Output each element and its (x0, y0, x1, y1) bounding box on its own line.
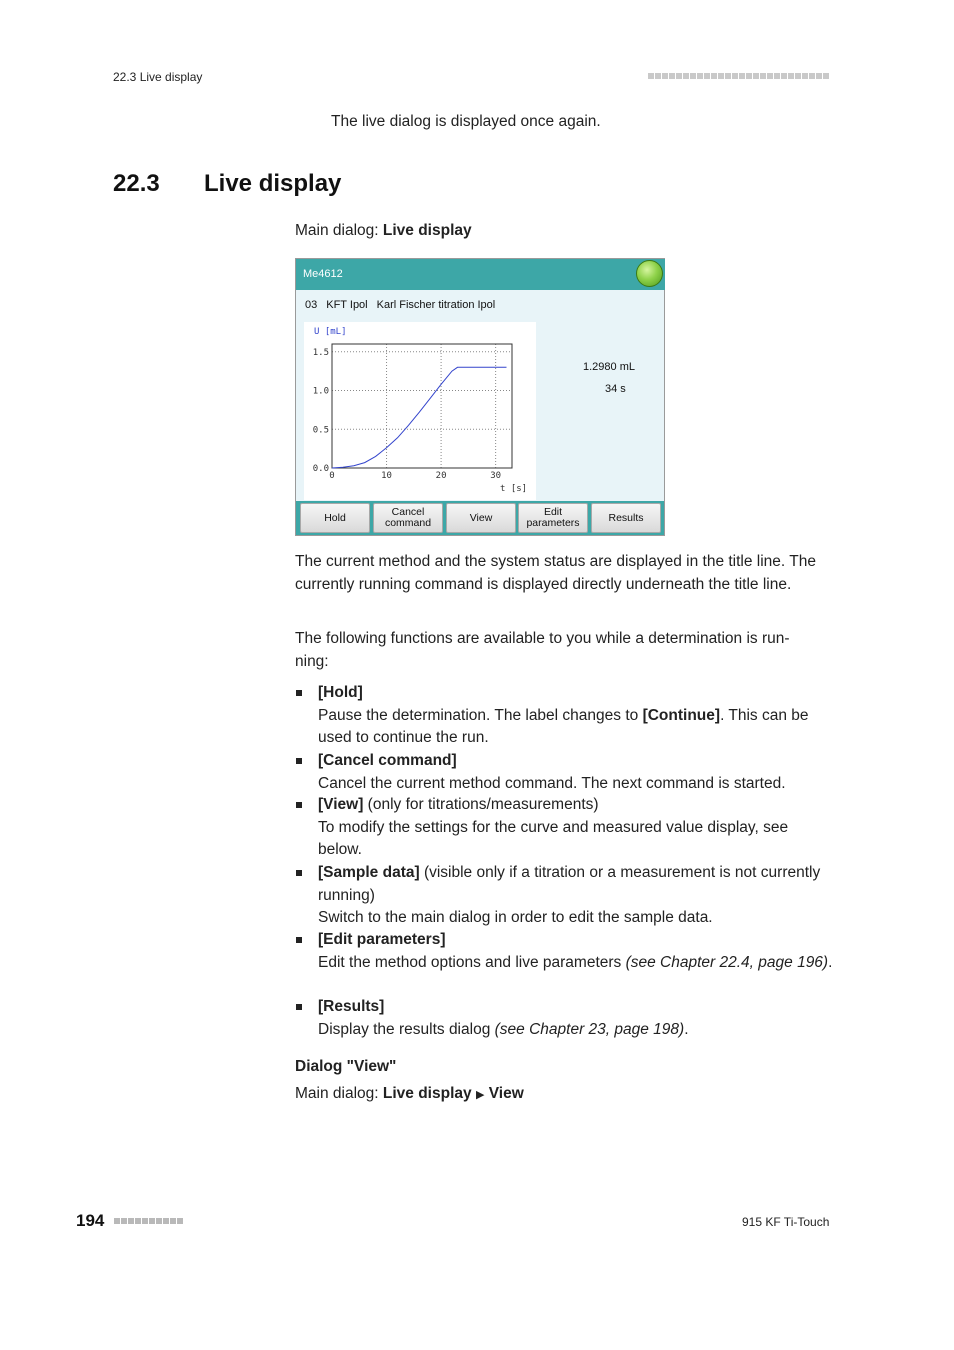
item-desc: To modify the settings for the curve and measured value display, see below. (318, 818, 789, 858)
dot (711, 73, 717, 79)
dot (683, 73, 689, 79)
dot (746, 73, 752, 79)
dot (170, 1218, 176, 1224)
item-desc-tail: . This can be used to continue the run. (318, 706, 809, 746)
item-desc: Switch to the main dialog in order to edit the sample data. (318, 909, 713, 926)
item-desc: Cancel the current method command. The next command is started. (318, 774, 786, 792)
list-item-view (318, 794, 833, 862)
edit-parameters-button[interactable]: Edit parameters (518, 503, 588, 533)
dot (655, 73, 661, 79)
dot (802, 73, 808, 79)
dot (177, 1218, 183, 1224)
time-readout: 34 s (605, 383, 626, 395)
dot (163, 1218, 169, 1224)
dot (781, 73, 787, 79)
volume-readout: 1.2980 mL (583, 361, 635, 373)
command-description: Karl Fischer titration Ipol (376, 299, 496, 311)
bullet-hold (296, 690, 302, 696)
list-item-sample-data (318, 862, 833, 930)
item-continue-label: [Continue] (642, 706, 721, 724)
y-axis-label: U [mL] (314, 327, 347, 337)
dot (704, 73, 710, 79)
dot (697, 73, 703, 79)
dot (128, 1218, 134, 1224)
x-axis-label: t [s] (500, 484, 528, 494)
paragraph-title-line: The current method and the system status are displayed in the title line. The currently running command is displayed directly underneath the title line. (295, 553, 816, 593)
item-label: [Sample data] (318, 864, 420, 881)
dot (662, 73, 668, 79)
section-title: Live display (204, 170, 342, 197)
dot (690, 73, 696, 79)
item-tail: . (828, 953, 833, 971)
list-item-results (318, 996, 833, 1041)
page-number: 194 (76, 1211, 105, 1230)
dot (669, 73, 675, 79)
main-dialog-name: Live display (382, 1085, 472, 1102)
hold-button[interactable]: Hold (300, 503, 370, 533)
dot (648, 73, 654, 79)
current-command (305, 299, 504, 311)
bullet-view (296, 802, 302, 808)
list-item-edit-parameters (318, 929, 833, 974)
y-tick-label: 0.0 (312, 464, 329, 474)
main-dialog-prefix: Main dialog: (295, 1085, 383, 1102)
device-screenshot (295, 258, 665, 536)
menu-arrow-icon: ▶ (475, 1089, 485, 1101)
command-number: 03 (305, 299, 318, 311)
item-label: [Results] (318, 998, 385, 1015)
submenu-name: View (488, 1085, 524, 1102)
dot (732, 73, 738, 79)
dot (795, 73, 801, 79)
x-tick-label: 0 (329, 471, 335, 481)
curve-panel (304, 322, 536, 500)
view-button[interactable]: View (446, 503, 516, 533)
dot (149, 1218, 155, 1224)
bullet-results (296, 1004, 302, 1010)
dot (725, 73, 731, 79)
chapter-reference-link[interactable]: (see Chapter 22.4, page 196) (625, 953, 829, 971)
dot (788, 73, 794, 79)
button-bar (296, 501, 664, 535)
section-heading (113, 170, 341, 198)
item-desc: Pause the determination. The label changes to (318, 706, 643, 724)
status-led-icon[interactable] (636, 260, 663, 287)
footer-dot-bar (114, 1218, 183, 1224)
item-label: [Cancel command] (318, 752, 457, 769)
list-item-cancel-command (318, 750, 833, 795)
status-led-container (634, 259, 665, 290)
y-tick-label: 0.5 (312, 425, 329, 436)
dot (816, 73, 822, 79)
x-tick-label: 10 (381, 471, 392, 481)
x-tick-label: 20 (435, 471, 447, 481)
product-name: 915 KF Ti-Touch (742, 1215, 830, 1229)
command-name: KFT Ipol (326, 299, 368, 311)
device-title-bar: Me4612 (296, 259, 634, 290)
y-tick-label: 1.5 (312, 347, 329, 358)
main-dialog-path-view (295, 1083, 524, 1107)
running-header: 22.3 Live display (113, 70, 203, 84)
item-extra: (only for titrations/measurements) (363, 796, 599, 813)
dot (156, 1218, 162, 1224)
dot (767, 73, 773, 79)
item-label: [Edit parameters] (318, 931, 446, 948)
paragraph-functions: The following functions are available to you while a determination is run- ning: (295, 630, 790, 670)
dot (142, 1218, 148, 1224)
dot (809, 73, 815, 79)
results-button[interactable]: Results (591, 503, 661, 533)
live-curve-chart (304, 322, 536, 500)
main-dialog-prefix: Main dialog: (295, 222, 383, 239)
list-item-hold (318, 682, 833, 750)
dot (760, 73, 766, 79)
item-label: [View] (318, 796, 364, 813)
y-tick-label: 1.0 (312, 386, 329, 397)
section-number: 22.3 (113, 170, 160, 197)
dot (753, 73, 759, 79)
bullet-edit-parameters (296, 937, 302, 943)
intro-line: The live dialog is displayed once again. (331, 113, 601, 130)
item-extra: (visible only if a titration or a measurement is not currently running) (318, 864, 821, 904)
dot (739, 73, 745, 79)
dot (135, 1218, 141, 1224)
item-tail: . (684, 1020, 689, 1038)
main-dialog-name: Live display (382, 222, 472, 239)
chapter-reference-link[interactable]: (see Chapter 23, page 198) (494, 1020, 685, 1038)
dot (774, 73, 780, 79)
titration-curve (332, 367, 507, 468)
subheading-dialog-view: Dialog "View" (295, 1058, 397, 1075)
cancel-command-button[interactable]: Cancel command (373, 503, 443, 533)
bullet-cancel (296, 758, 302, 764)
dot (718, 73, 724, 79)
dot (676, 73, 682, 79)
dot (823, 73, 829, 79)
dot (114, 1218, 120, 1224)
x-tick-label: 30 (490, 471, 502, 481)
item-desc: Edit the method options and live parameters (318, 953, 626, 971)
item-desc: Display the results dialog (318, 1020, 495, 1038)
item-label: [Hold] (318, 684, 363, 701)
main-dialog-path (295, 220, 472, 243)
dot (121, 1218, 127, 1224)
header-dot-bar (648, 73, 829, 79)
bullet-sample-data (296, 870, 302, 876)
plot-frame (332, 344, 512, 468)
